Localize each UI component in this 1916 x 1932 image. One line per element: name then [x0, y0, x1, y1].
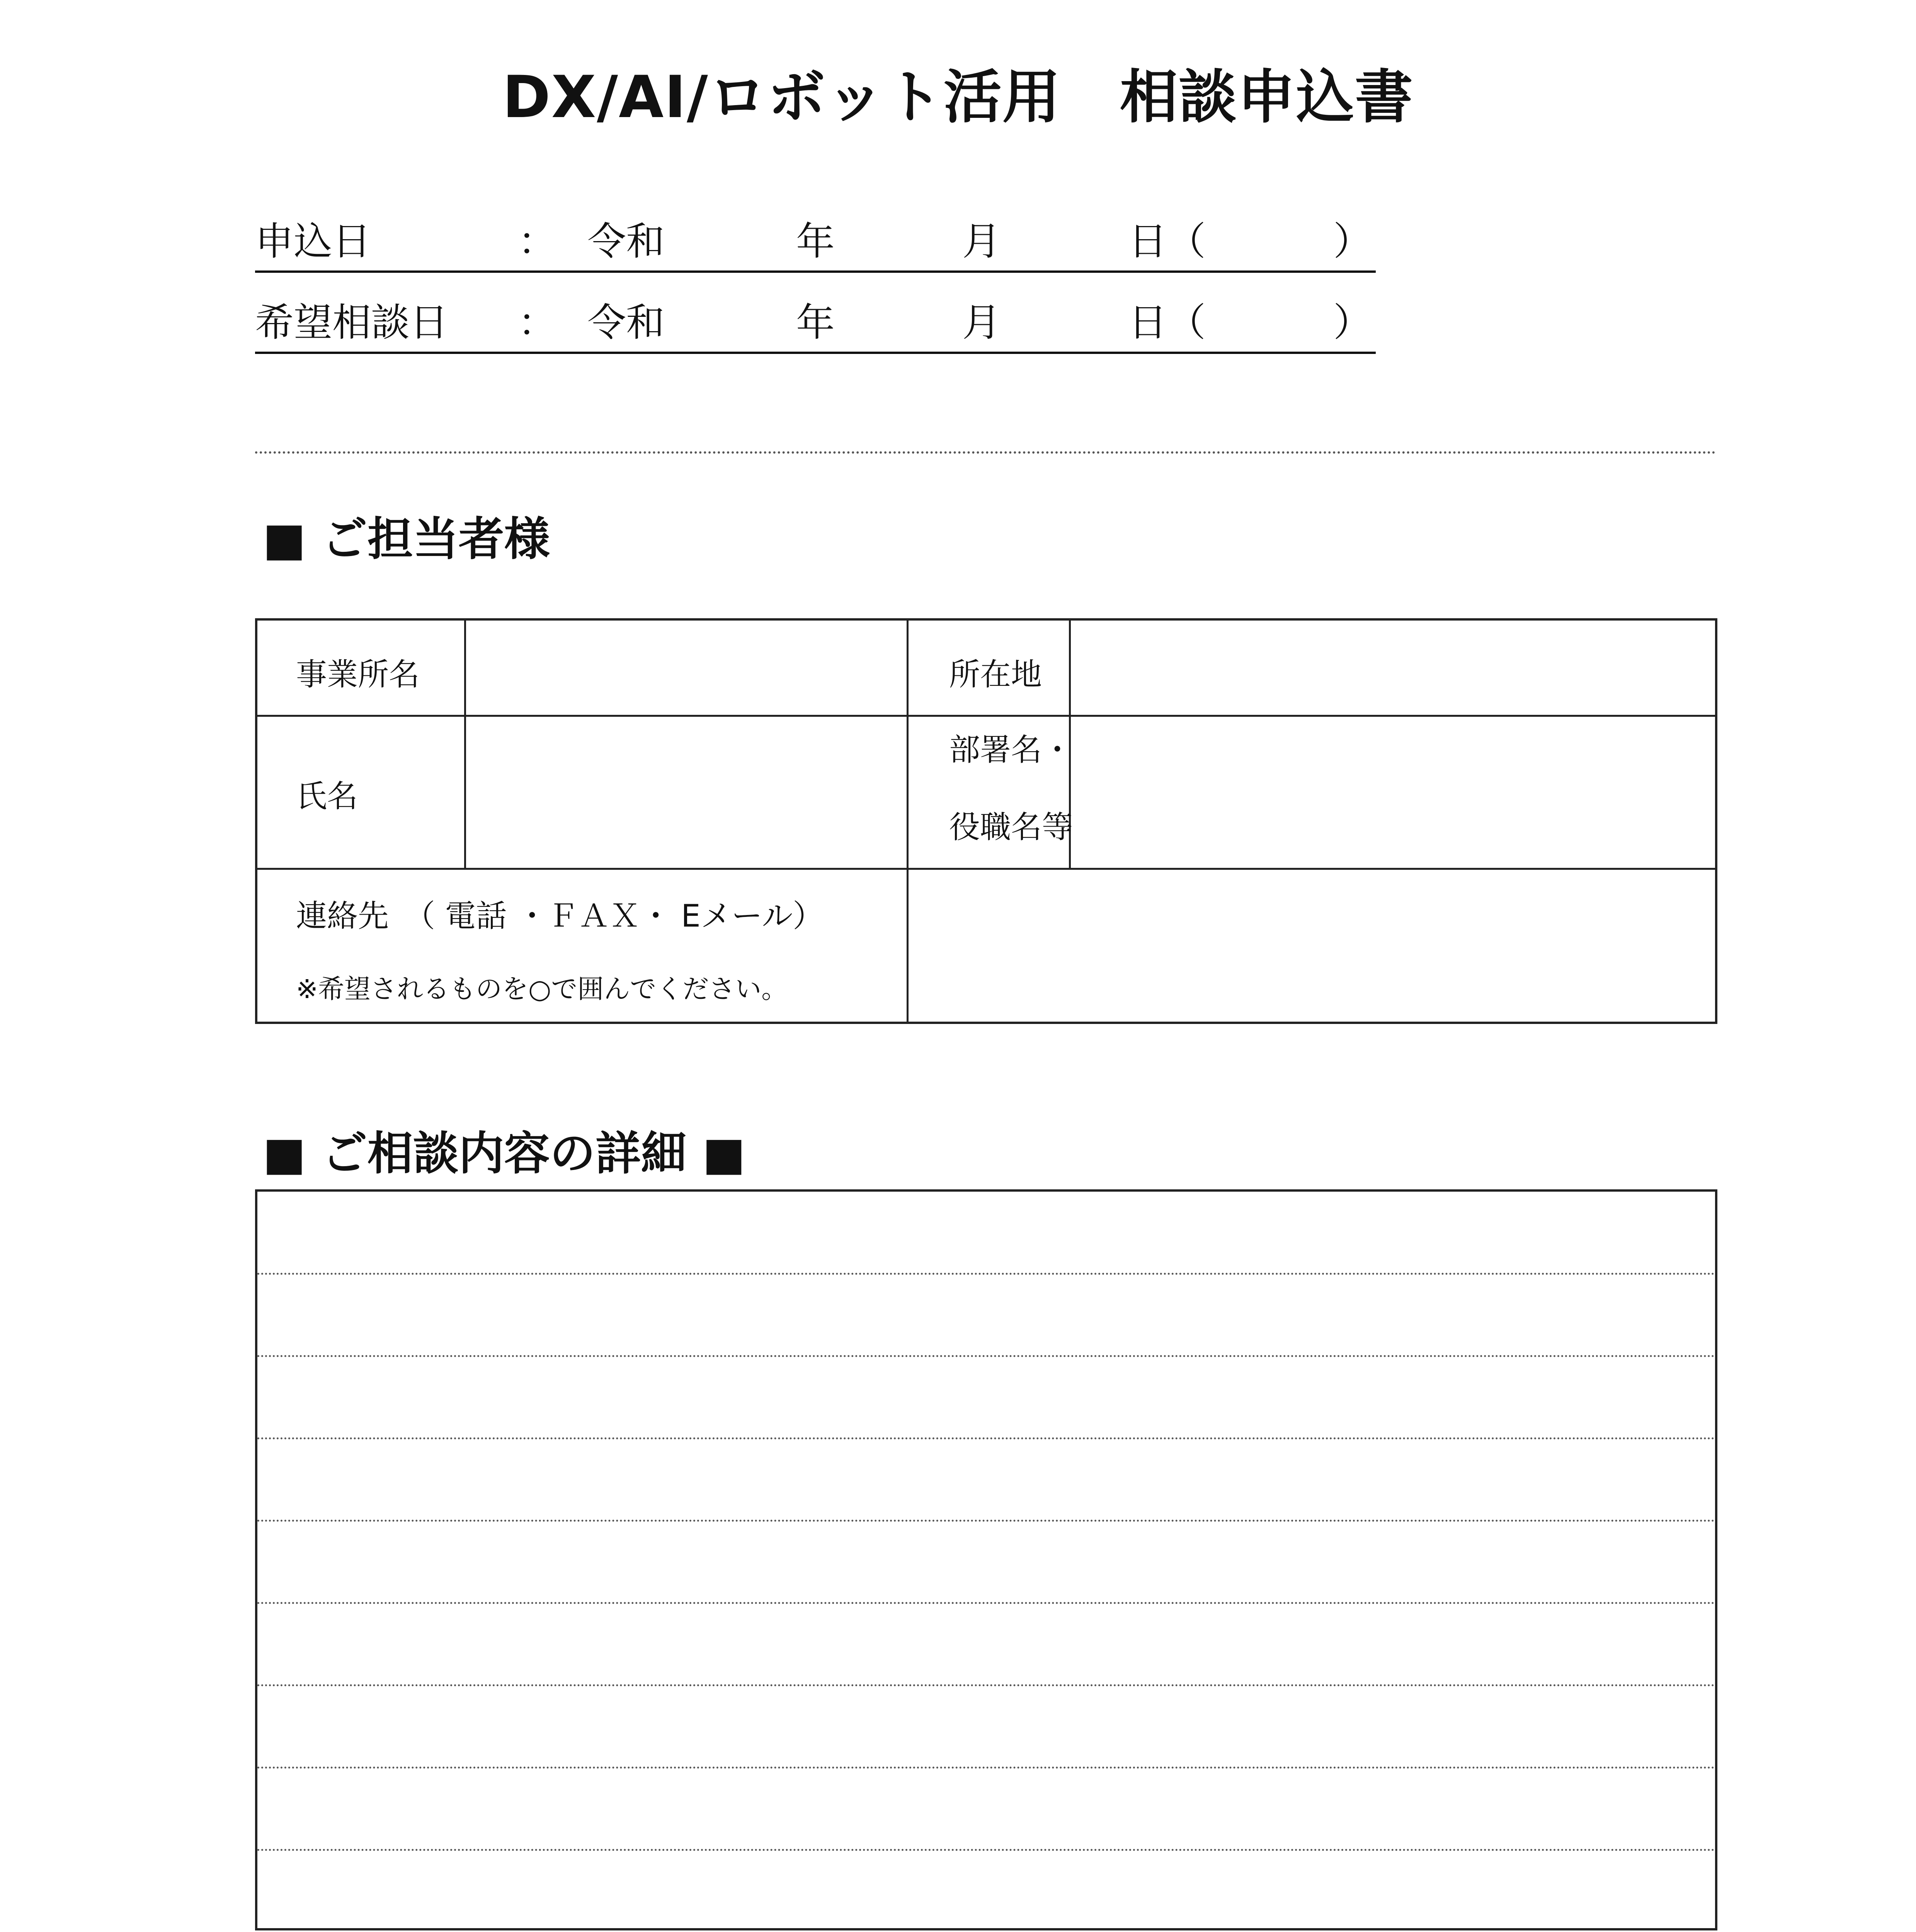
table-col-divider [464, 621, 466, 868]
day-label: 日（ [1128, 300, 1206, 345]
application-date-row[interactable] [255, 216, 1376, 273]
location-label: 所在地 [949, 656, 1042, 692]
year-label: 年 [796, 219, 835, 264]
era-label: 令和 [587, 300, 665, 345]
application-date-label: 申込日 [255, 219, 371, 264]
location-field[interactable] [1073, 624, 1710, 713]
colon: ： [518, 300, 556, 345]
ruled-line [257, 1355, 1715, 1357]
department-label: 部署名・ [949, 732, 1073, 768]
ruled-line [257, 1602, 1715, 1604]
desired-date-label: 希望相談日 [255, 300, 448, 345]
era-label: 令和 [587, 219, 665, 264]
details-box[interactable] [255, 1189, 1717, 1930]
contact-method-label: 連絡先 （ 電話 ・ＦＡＸ・ Eメール） [296, 898, 824, 934]
ruled-line [257, 1273, 1715, 1275]
weekday-close: ） [1333, 300, 1372, 345]
department-field[interactable] [1073, 719, 1710, 866]
ruled-line [257, 1520, 1715, 1522]
ruled-line [257, 1437, 1715, 1439]
ruled-line [257, 1849, 1715, 1851]
contact-field[interactable] [910, 872, 1710, 1019]
table-row-divider [257, 715, 1715, 717]
name-field[interactable] [468, 719, 903, 866]
contact-table [255, 618, 1717, 1024]
contact-section-heading: ■ ご担当者様 [263, 512, 550, 566]
year-label: 年 [796, 300, 835, 345]
section-divider [255, 451, 1716, 454]
details-section-heading: ■ ご相談内容の詳細 ■ [263, 1127, 746, 1180]
month-label: 月 [962, 300, 1001, 345]
name-label: 氏名 [296, 778, 358, 814]
contact-method-note: ※希望されるものを○で囲んでください。 [296, 974, 788, 1005]
desired-date-row[interactable] [255, 298, 1376, 354]
table-row-divider [257, 868, 1715, 870]
business-name-field[interactable] [468, 624, 903, 713]
ruled-line [257, 1684, 1715, 1686]
weekday-close: ） [1333, 219, 1372, 264]
business-name-label: 事業所名 [296, 656, 420, 692]
ruled-line [257, 1767, 1715, 1769]
page-title: DX/AI/ロボット活用 相談申込書 [502, 64, 1414, 131]
title-label: 役職名等 [949, 809, 1073, 845]
month-label: 月 [962, 219, 1001, 264]
colon: ： [518, 219, 556, 264]
table-col-divider [907, 621, 909, 1022]
day-label: 日（ [1128, 219, 1206, 264]
